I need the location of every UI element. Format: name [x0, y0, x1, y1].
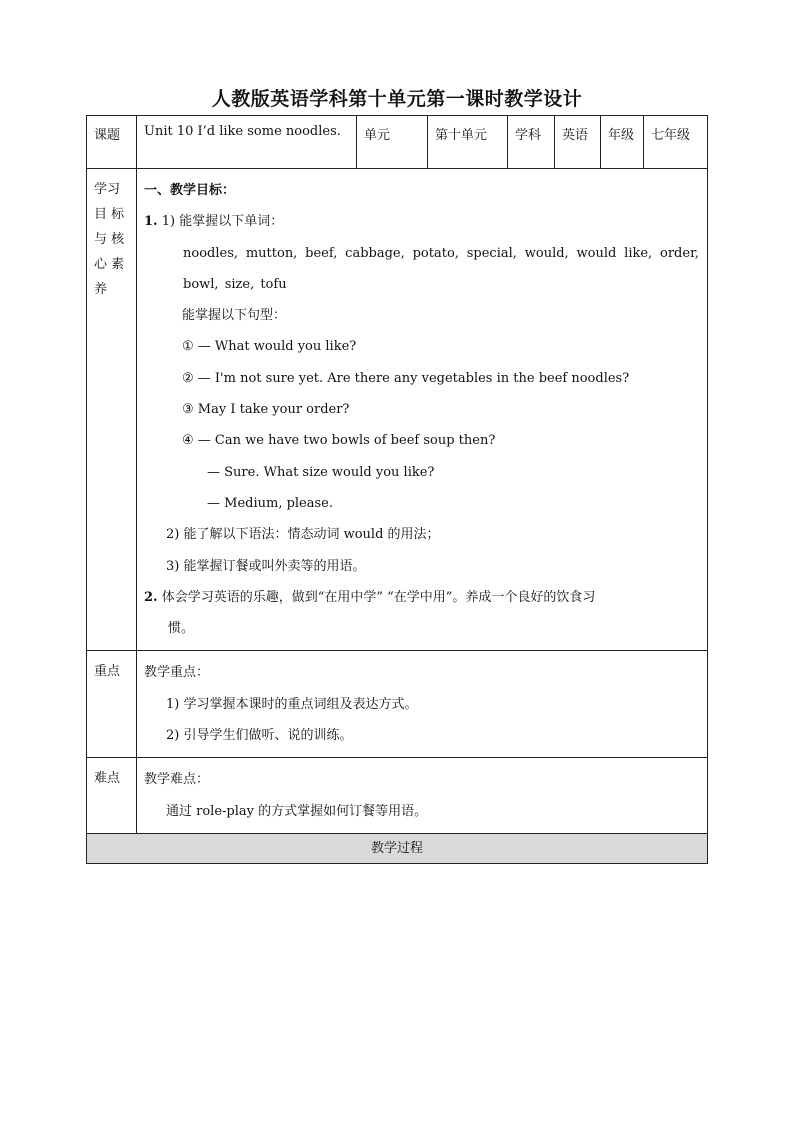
sentence-2: ② — I'm not sure yet. Are there any vegetables in the beef noodles?	[182, 370, 630, 386]
document-title: 人教版英语学科第十单元第一课时教学设计	[211, 88, 583, 110]
goal-item-1-3: 3) 能掌握订餐或叫外卖等的用语。	[166, 558, 366, 574]
difficulties-label: 难点	[87, 758, 137, 834]
difficulties-row	[87, 758, 708, 834]
keypoints-row	[87, 651, 708, 758]
sentence-1: ① — What would you like?	[182, 339, 357, 355]
grade-label: 年级	[601, 116, 644, 169]
unit-value: 第十单元	[428, 116, 508, 169]
goal-item-1-2: 2) 能了解以下语法：情态动词 would 的用法；	[166, 527, 440, 543]
subject-value: 英语	[555, 116, 601, 169]
keypoint-1: 1) 学习掌握本课时的重点词组及表达方式。	[166, 696, 418, 712]
grade-value: 七年级	[644, 116, 708, 169]
keypoints-label: 重点	[87, 651, 137, 758]
sentence-4: ④ — Can we have two bowls of beef soup then?	[182, 433, 496, 449]
unit-label: 单元	[357, 116, 428, 169]
goal-item-2: 2. 体会学习英语的乐趣，做到“在用中学” “在学中用”。养成一个良好的饮食习	[144, 589, 596, 605]
process-label: 教学过程	[87, 833, 708, 863]
goals-row	[87, 169, 708, 651]
vocab-list: noodles, mutton, beef, cabbage, potato, special, would, would like, order, bowl, size, tofu	[183, 245, 699, 292]
reply-1: — Sure. What size would you like?	[207, 464, 435, 480]
lesson-plan-table	[86, 115, 708, 864]
goal-item-2-cont: 惯。	[168, 621, 195, 637]
topic-value: Unit 10 I’d like some noodles.	[137, 116, 357, 169]
sentences-title: 能掌握以下句型：	[182, 308, 287, 324]
topic-label: 课题	[87, 116, 137, 169]
subject-label: 学科	[508, 116, 555, 169]
difficulties-heading: 教学难点：	[144, 772, 210, 788]
goals-content	[137, 169, 708, 651]
difficulties-content	[137, 758, 708, 834]
goals-label: 学习 目 标 与 核 心 素 养	[87, 169, 137, 651]
process-row	[87, 833, 708, 863]
goals-heading: 一、教学目标：	[144, 183, 236, 198]
keypoints-content	[137, 651, 708, 758]
header-row	[87, 116, 708, 169]
difficulty-text: 通过 role-play 的方式掌握如何订餐等用语。	[166, 803, 428, 819]
keypoint-2: 2) 引导学生们做听、说的训练。	[166, 728, 353, 744]
goal-item-1: 1. 1) 能掌握以下单词：	[144, 214, 284, 230]
sentence-3: ③ May I take your order?	[182, 402, 350, 418]
reply-2: — Medium, please.	[207, 495, 334, 511]
keypoints-heading: 教学重点：	[144, 665, 210, 681]
